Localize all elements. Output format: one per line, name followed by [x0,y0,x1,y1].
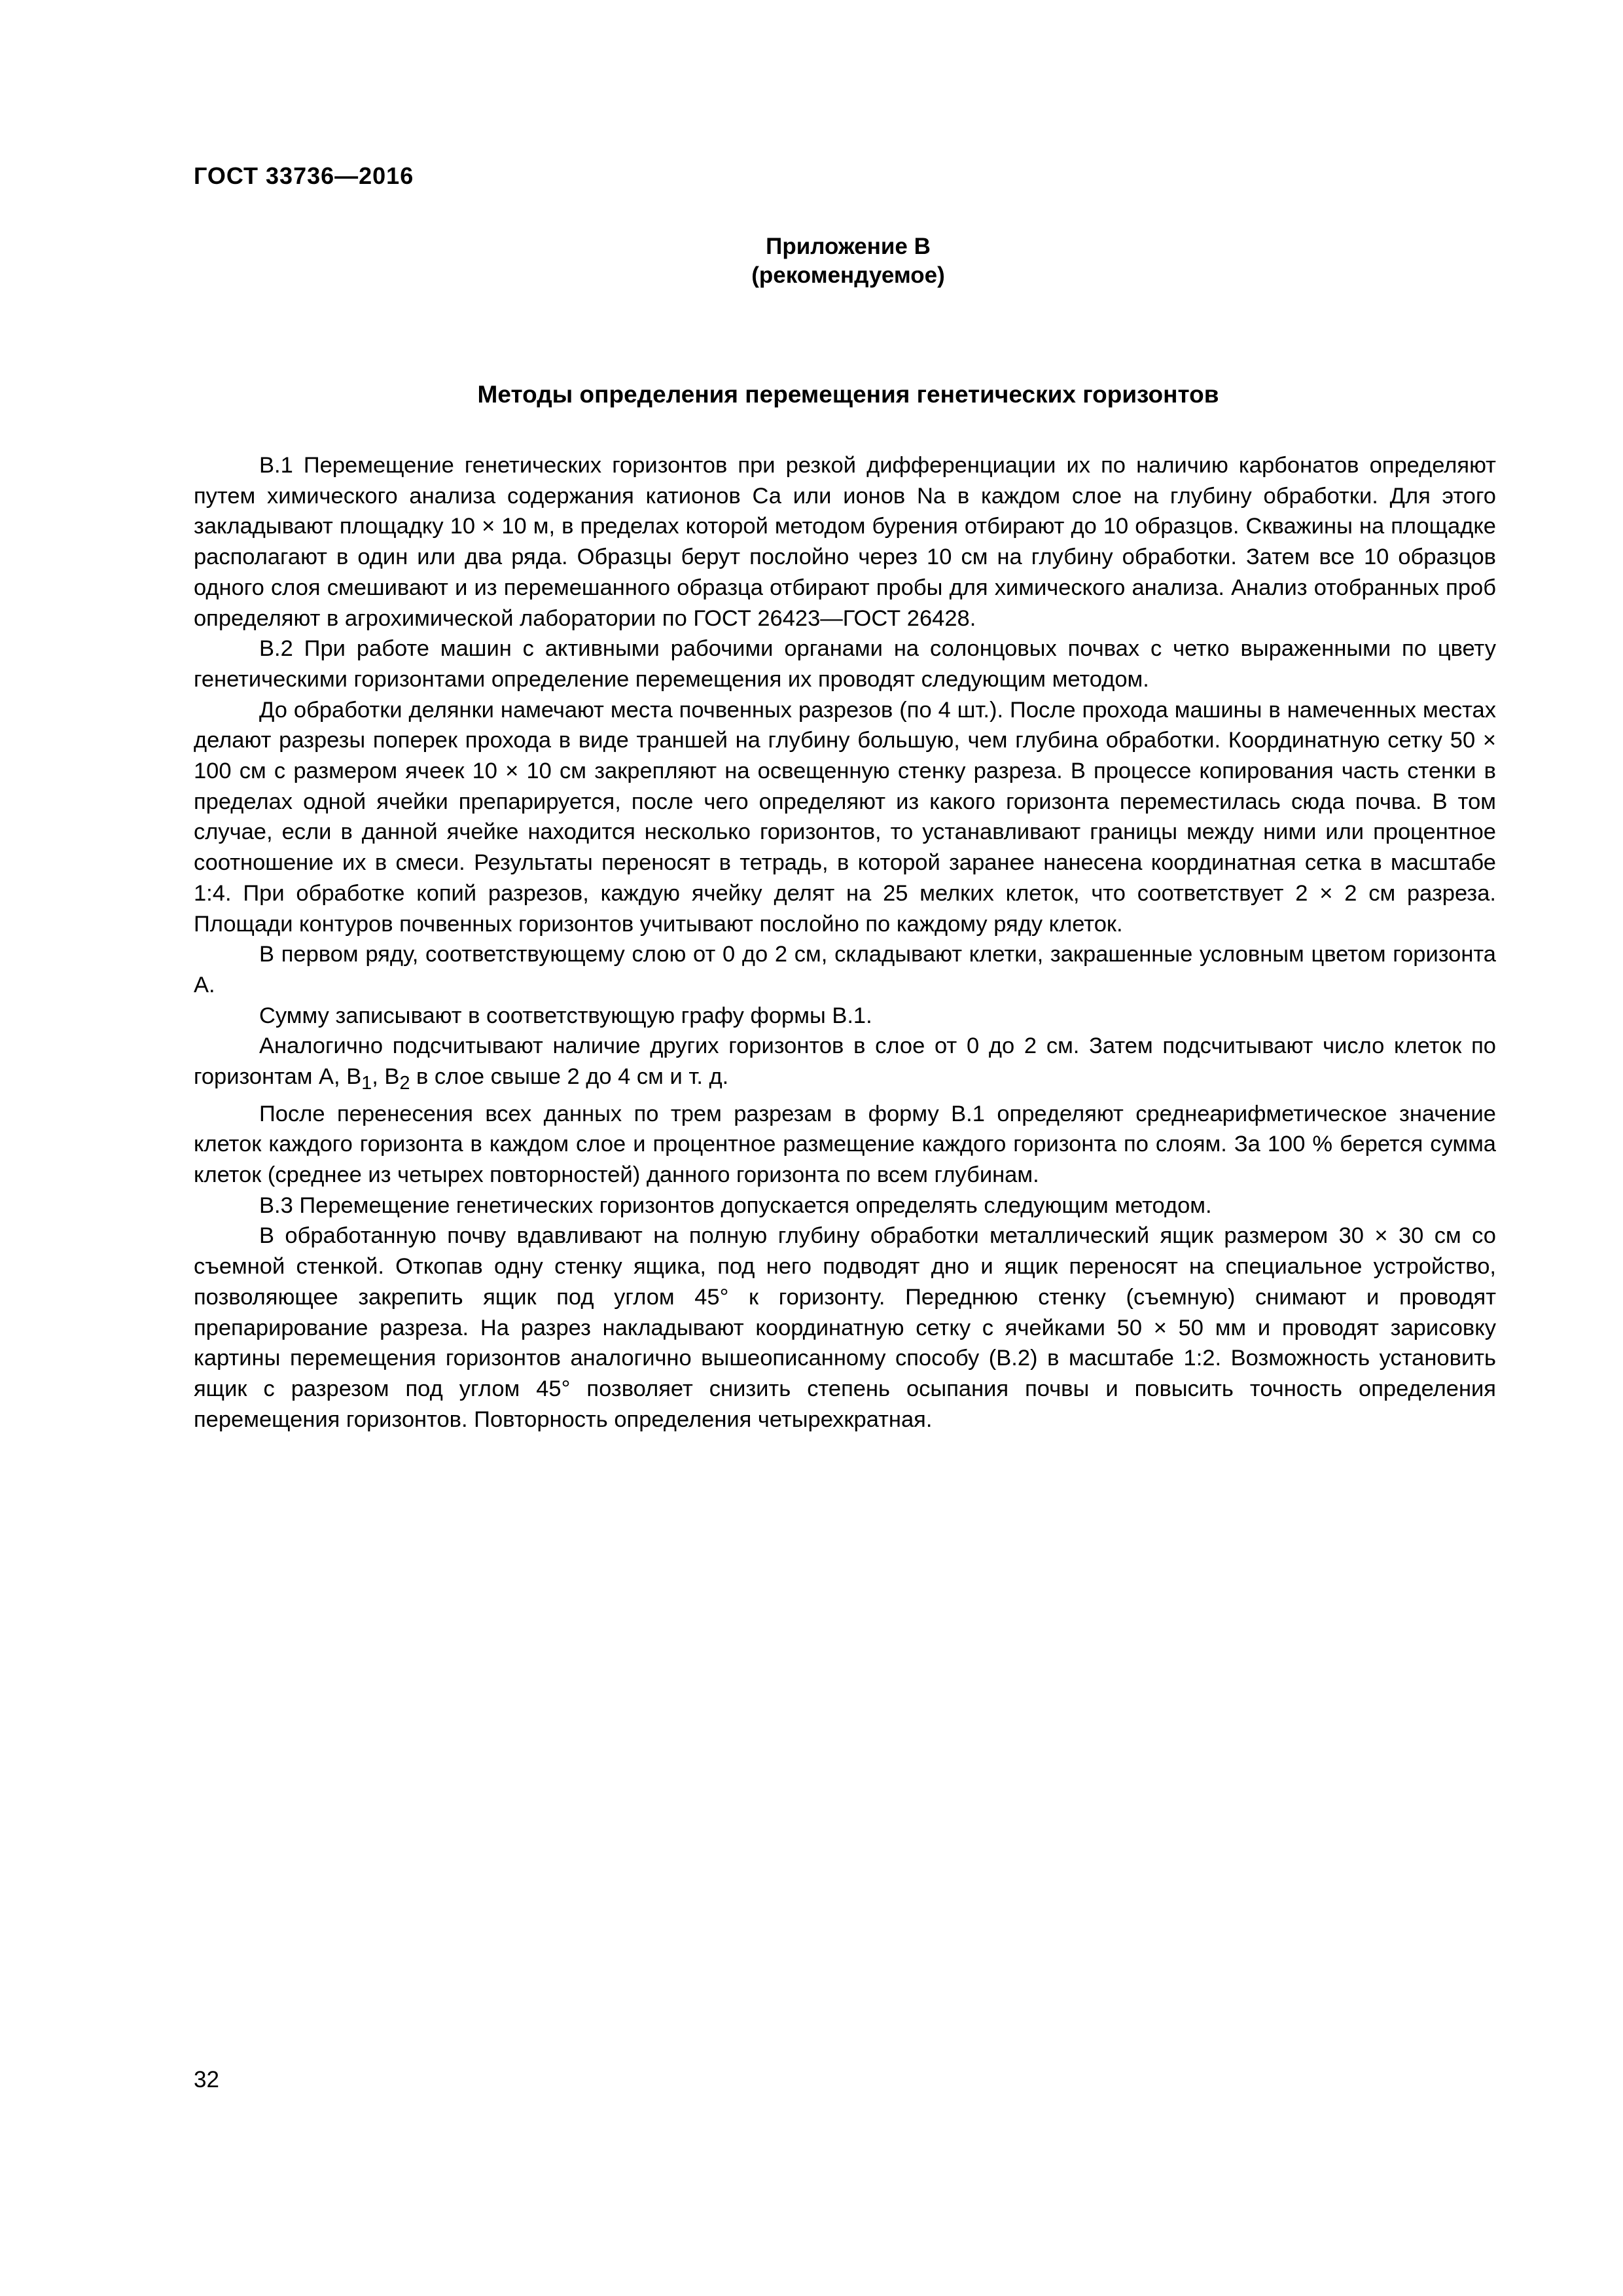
paragraph-method-description: До обработки делянки намечают места почвенных разрезов (по 4 шт.). После прохода машины в намеченных местах делают разрезы поперек прохода в виде траншей на глубину большую, чем глубина обработки. Координатную сетку 50 × 100 см с размером ячеек 10 × 10 см закрепляют на освещенную стенку разреза. В процессе копирования часть стенки в пределах одной ячейки препарируется, после чего определяют из какого горизонта переместилась сюда почва. В том случае, если в данной ячейке находится несколько горизонтов, то устанавливают границы между ними или процентное соотношение их в смеси. Результаты переносят в тетрадь, в которой заранее нанесена координатная сетка в масштабе 1:4. При обработке копий разрезов, каждую ячейку делят на 25 мелких клеток, что соответствует 2 × 2 см разреза. Площади контуров почвенных горизонтов учитывают послойно по каждому ряду клеток. [194,697,1496,937]
paragraph-b3: В.3 Перемещение генетических горизонтов допускается определять следующим методом. [259,1193,1212,1218]
body-text [194,450,1496,1435]
paragraph-box-method: В обработанную почву вдавливают на полную глубину обработки металлический ящик размером 30 × 30 см со съемной стенкой. Откопав одну стенку ящика, под него подводят дно и ящик переносят на специальное устройство, позволяющее закрепить ящик под углом 45° к горизонту. Переднюю стенку (съемную) снимают и проводят препарирование разреза. На разрез накладывают координатную сетку с ячейками 50 × 50 мм и проводят зарисовку картины перемещения горизонтов аналогично вышеописанному способу (В.2) в масштабе 1:2. Возможность установить ящик с разрезом под углом 45° позволяет снизить степень осыпания почвы и повысить точность определения перемещения горизонтов. Повторность определения четырехкратная. [194,1223,1496,1432]
paragraph-first-row: В первом ряду, соответствующему слою от 0 до 2 см, складывают клетки, закрашенные условным цветом горизонта А. [194,942,1496,997]
subscript-2: 2 [399,1072,410,1094]
subscript-1: 1 [361,1072,372,1094]
paragraph-b1: В.1 Перемещение генетических горизонтов при резкой дифференциации их по наличию карбонатов определяют путем химического анализа содержания катионов Са или ионов Na в каждом слое на глубину обработки. Для этого закладывают площадку 10 × 10 м, в пределах которой методом бурения отбирают до 10 образцов. Скважины на площадке располагают в один или два ряда. Образцы берут послойно через 10 см на глубину обработки. Затем все 10 образцов одного слоя смешивают и из перемешанного образца отбирают пробы для химического анализа. Анализ отобранных проб определяют в агрохимической лаборатории по ГОСТ 26423—ГОСТ 26428. [194,453,1496,631]
paragraph-average-calculation: После перенесения всех данных по трем разрезам в форму В.1 определяют среднеарифметическое значение клеток каждого горизонта в каждом слое и процентное размещение каждого горизонта по слоям. За 100 % берется сумма клеток (среднее из четырех повторностей) данного горизонта по всем глубинам. [194,1101,1496,1188]
annex-heading [194,232,1503,290]
annex-label: Приложение В [766,234,931,259]
annex-status: (рекомендуемое) [751,262,945,288]
paragraph-other-horizons-text-a: Аналогично подсчитывают наличие других горизонтов в слое от 0 до 2 см. Затем подсчитывают число клеток по горизонтам А, В [194,1033,1496,1090]
paragraph-b2: В.2 При работе машин с активными рабочими органами на солонцовых почвах с четко выраженными по цвету генетическими горизонтами определение перемещения их проводят следующим методом. [194,636,1496,692]
paragraph-other-horizons-text-b: , В [372,1064,400,1090]
document-code: ГОСТ 33736—2016 [194,162,414,189]
paragraph-other-horizons [194,1031,1496,1098]
page-number: 32 [194,2067,219,2092]
paragraph-other-horizons-text-c: в слое свыше 2 до 4 см и т. д. [410,1064,729,1090]
section-title: Методы определения перемещения генетических горизонтов [477,381,1219,408]
paragraph-sum-record: Сумму записывают в соответствующую графу формы В.1. [259,1003,872,1028]
